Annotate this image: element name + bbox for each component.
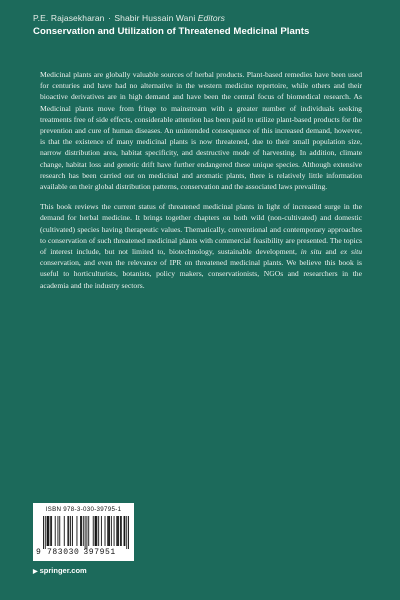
editor-name-1: P.E. Rajasekharan [33, 13, 105, 23]
editor-name-2: Shabir Hussain Wani [114, 13, 196, 23]
paragraph-2-text-a: This book reviews the current status of threatened medicinal plants in light of increased surge in the demand for herbal medicine. It brings together chapters on both wild (non-cultivated) and domestic (cultivated) species having therapeutic values. Thematically, conventional and contemporary approaches to conservation of such threatened medicinal plants with commercial feasibility are presented. The topics of interest include, but not limited to, biotechnology, sustainable development, [40, 202, 362, 257]
barcode-bar [95, 516, 96, 546]
barcode-bar [70, 516, 71, 546]
editors-role-label: Editors [197, 13, 225, 23]
barcode-bar [57, 516, 58, 546]
barcode-bar [124, 516, 125, 546]
barcode-bar [93, 516, 94, 546]
barcode-bar [85, 516, 86, 549]
description-paragraph-2 [40, 201, 362, 291]
barcode-bar [121, 516, 122, 546]
barcode-bar [109, 516, 110, 546]
ean-digits [36, 548, 132, 557]
barcode-bar [47, 516, 48, 546]
barcode-bar [117, 516, 118, 546]
ean-digits-group-1: 783030 [47, 548, 80, 557]
barcode-bar [55, 516, 56, 546]
barcode-bars [43, 516, 129, 549]
isbn-number: ISBN 978-3-030-39795-1 [45, 506, 122, 513]
barcode-bar [59, 516, 60, 546]
barcode-bar [51, 516, 52, 546]
barcode-bar [67, 516, 68, 546]
barcode-bar [68, 516, 69, 546]
barcode-bar [96, 516, 97, 546]
barcode-bar [88, 516, 89, 546]
barcode-bar [81, 516, 82, 546]
publisher-website[interactable] [33, 566, 87, 575]
ex-situ-term: ex situ [340, 247, 363, 257]
in-situ-term: in situ [300, 247, 322, 257]
barcode-bar [116, 516, 117, 546]
barcode-bar [118, 516, 119, 546]
barcode-bar [80, 516, 81, 546]
barcode-bar [76, 516, 77, 546]
barcode-bar [86, 516, 87, 549]
book-description [40, 69, 362, 300]
barcode-bar [72, 516, 73, 546]
barcode-bar [98, 516, 99, 546]
barcode-bar [96, 516, 97, 546]
barcode-bar [43, 516, 44, 549]
barcode-bar [114, 516, 115, 546]
barcode-bar [105, 516, 106, 546]
ean-digit-first: 9 [36, 548, 42, 557]
barcode-bar [128, 516, 129, 549]
barcode-bar [48, 516, 49, 546]
editors-line [33, 13, 380, 23]
barcode-bar [124, 516, 125, 546]
barcode-bar [111, 516, 112, 546]
barcode-bar [101, 516, 102, 546]
barcode-bar [126, 516, 127, 549]
isbn-barcode [33, 503, 134, 561]
ean-digits-group-2: 397951 [83, 548, 116, 557]
editor-separator: · [107, 13, 111, 23]
barcode-bar [45, 516, 46, 549]
back-cover-header [33, 13, 380, 37]
book-title: Conservation and Utilization of Threatened Medicinal Plants [33, 26, 310, 37]
arrow-right-icon: ▶ [33, 569, 38, 575]
barcode-bar [108, 516, 109, 546]
barcode-bar [107, 516, 108, 546]
website-url: springer.com [39, 566, 87, 575]
barcode-bar [64, 516, 65, 546]
barcode-bar [48, 516, 49, 546]
paragraph-2-and: and [325, 247, 337, 257]
barcode-bar [83, 516, 84, 546]
description-paragraph-1: Medicinal plants are globally valuable sources of herbal products. Plant-based remedies have been used for centuries and have had no alternative in the western medicine repertoire, while others and their bioactive derivatives are in high demand and have been the central focus of biomedical research. As Medicinal plants move from fringe to mainstream with a greater number of individuals seeking treatments free of side effects, considerable attention has been paid to utilize plant-based products for the prevention and cure of human diseases. An unintended consequence of this increased demand, however, is that the existence of many medicinal plants is now threatened, due to their small population size, narrow distribution area, habitat specificity, and destructive mode of harvesting. In addition, climate change, habitat loss and genetic drift have further endangered these unique species. Although extensive research has been carried out on medicinal and aromatic plants, there is relatively little information available on their global distribution patterns, conservation and the associated laws prevailing. [40, 70, 362, 192]
barcode-bar [50, 516, 51, 546]
paragraph-2-text-b: conservation, and even the relevance of IPR on threatened medicinal plants. We believe this book is useful to horticulturists, botanists, policy makers, conservationists, NGOs and researchers in the academia and the industry sectors. [40, 258, 362, 290]
barcode-bar [120, 516, 121, 546]
